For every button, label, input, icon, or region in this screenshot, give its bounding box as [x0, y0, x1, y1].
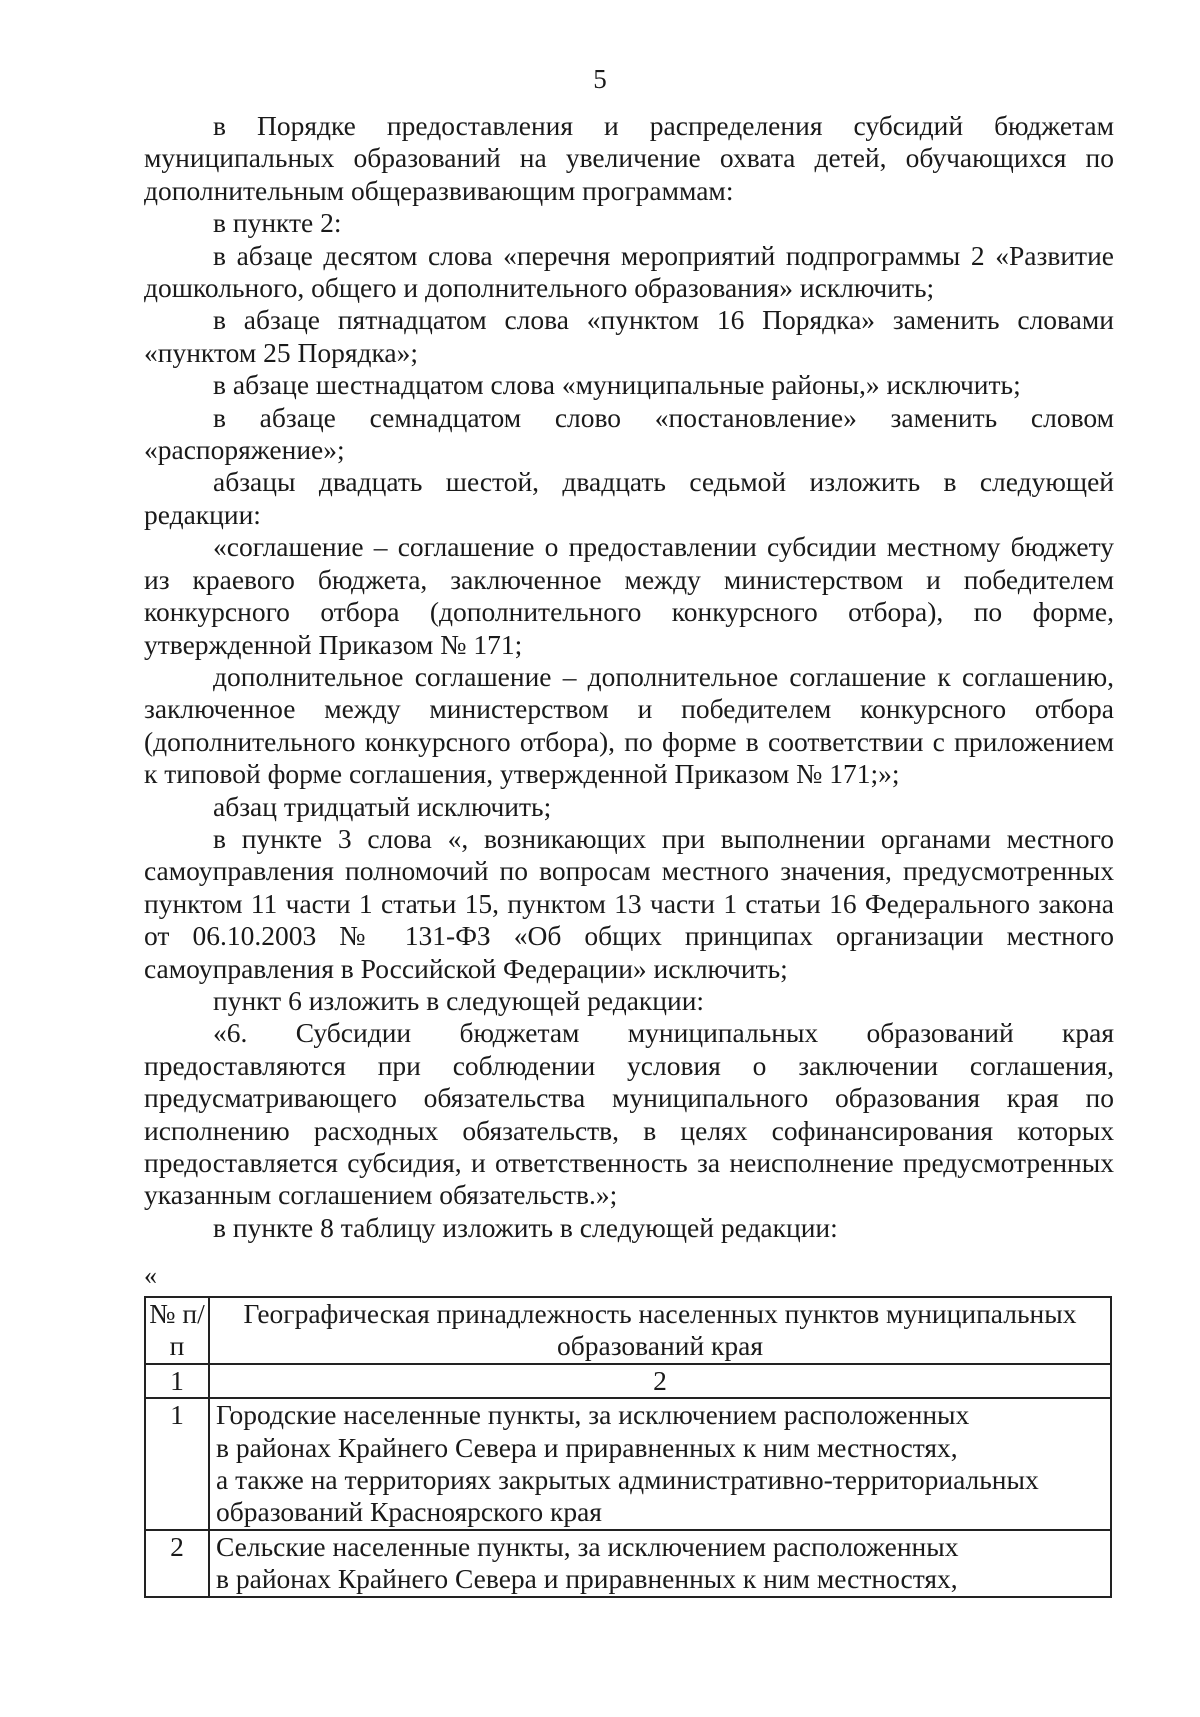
row-line: а также на территориях закрытых административно-территориальных [216, 1464, 1039, 1496]
paragraph: в абзаце пятнадцатом слова «пунктом 16 Порядка» заменить словами «пунктом 25 Порядка»; [144, 304, 1114, 368]
table-row [145, 1398, 1111, 1530]
row-description [209, 1530, 1111, 1597]
paragraph: в пункте 8 таблицу изложить в следующей редакции: [213, 1211, 838, 1243]
paragraph: абзацы двадцать шестой, двадцать седьмой изложить в следующей редакции: [144, 466, 1114, 530]
paragraph: дополнительное соглашение – дополнительное соглашение к соглашению, заключенное между министерством и победителем конкурсного отбора (дополнительного конкурсного отбора), по форме в соответствии с приложением к типовой форме соглашения, утвержденной Приказом № 171;»; [144, 660, 1114, 790]
header-geography: Географическая принадлежность населенных пунктов муниципальных образований края [209, 1297, 1111, 1364]
paragraph: в Порядке предоставления и распределения субсидий бюджетам муниципальных образований на увеличение охвата детей, обучающихся по дополнительным общеразвивающим программам: [144, 110, 1114, 206]
paragraph: абзац тридцатый исключить; [213, 790, 552, 822]
paragraph: «6. Субсидии бюджетам муниципальных образований края предоставляются при соблюдении условия о заключении соглашения, предусматривающего обязательства муниципального образования края по исполнению расходных обязательств, в целях софинансирования которых предоставляется субсидия, и ответственность за неисполнение предусмотренных указанным соглашением обязательств.»; [144, 1017, 1114, 1211]
paragraph: в пункте 2: [213, 207, 342, 239]
paragraph: «соглашение – соглашение о предоставлении субсидии местному бюджету из краевого бюджета, заключенное между министерством и победителем конкурсного отбора (дополнительного конкурсного отбора), по форме, утвержденной Приказом № 171; [144, 531, 1114, 660]
paragraph: в абзаце десятом слова «перечня мероприятий подпрограммы 2 «Развитие дошкольного, общего и дополнительного образования» исключить; [144, 239, 1114, 304]
paragraph: в пункте 3 слова «, возникающих при выполнении органами местного самоуправления полномочий по вопросам местного значения, предусмотренных пунктом 11 части 1 статьи 15, пунктом 13 части 1 статьи 16 Федерального закона от 06.10.2003 № 131-ФЗ «Об общих принципах организации местного самоуправления в Российской Федерации» исключить; [144, 822, 1114, 984]
document-body [144, 110, 1114, 1244]
settlements-table [144, 1296, 1112, 1598]
row-number: 1 [145, 1398, 209, 1530]
paragraph: в абзаце семнадцатом слово «постановление» заменить словом «распоряжение»; [144, 401, 1114, 466]
opening-quote: « [144, 1261, 157, 1290]
table-numbering-row [145, 1364, 1111, 1398]
row-line: в районах Крайнего Севера и приравненных к ним местностях, [216, 1563, 958, 1595]
row-line: образований Красноярского края [216, 1496, 602, 1528]
column-number-2: 2 [209, 1364, 1111, 1398]
paragraph: пункт 6 изложить в следующей редакции: [213, 984, 705, 1016]
table-header-row [145, 1297, 1111, 1364]
row-line: в районах Крайнего Севера и приравненных к ним местностях, [216, 1431, 958, 1463]
row-line: Городские населенные пункты, за исключением расположенных [216, 1399, 970, 1431]
header-number: № п/п [145, 1297, 209, 1364]
page-number: 5 [593, 64, 607, 94]
row-number: 2 [145, 1530, 209, 1597]
row-line: Сельские населенные пункты, за исключением расположенных [216, 1530, 959, 1562]
paragraph: в абзаце шестнадцатом слова «муниципальные районы,» исключить; [213, 369, 1021, 401]
column-number-1: 1 [145, 1364, 209, 1398]
row-description [209, 1398, 1111, 1530]
table-row [145, 1530, 1111, 1597]
